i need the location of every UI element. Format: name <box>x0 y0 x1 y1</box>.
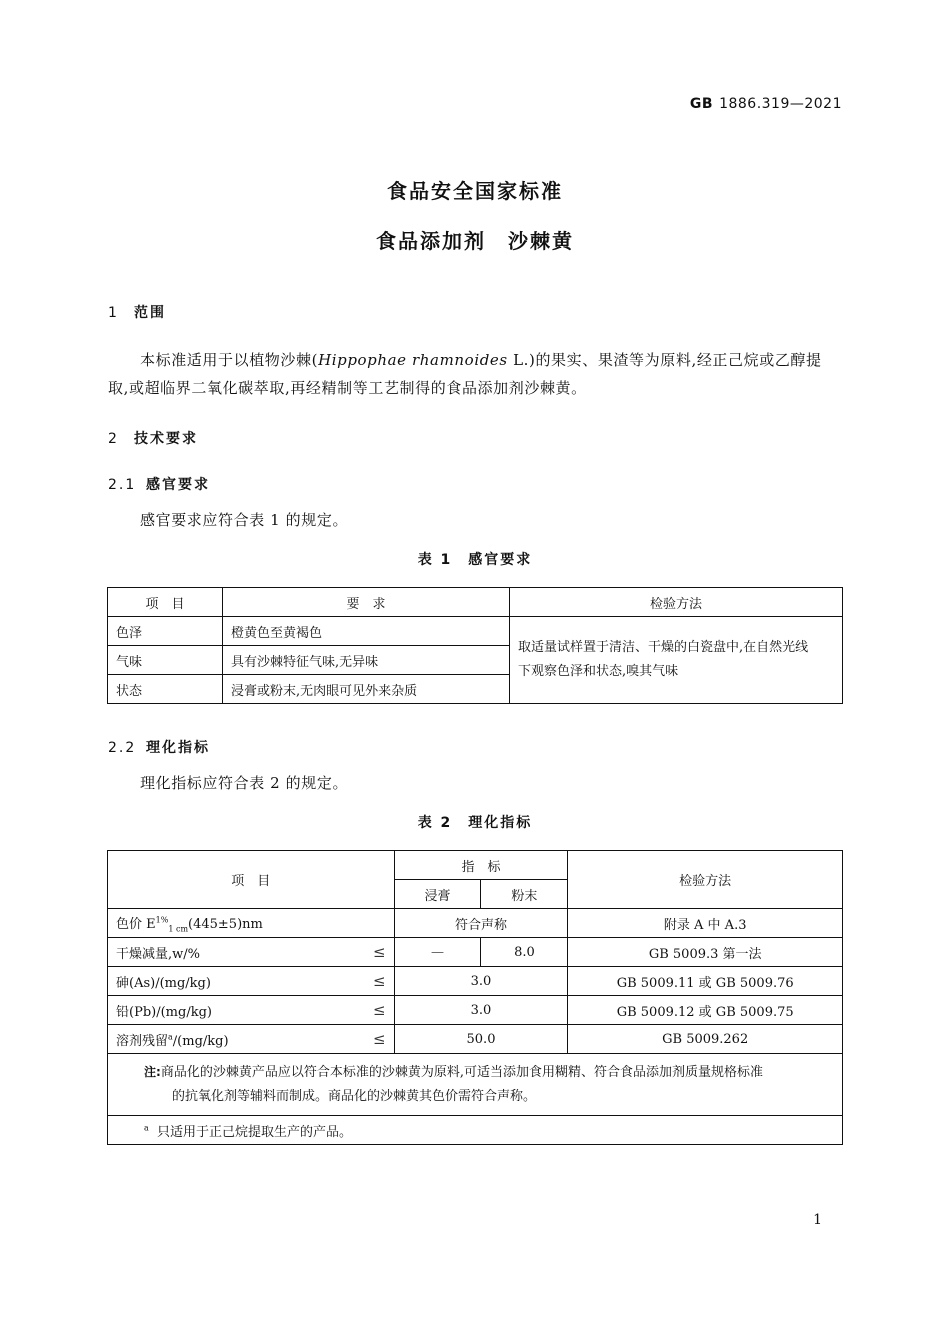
page-number: 1 <box>813 1212 822 1228</box>
scope-text-b: L.)的果实、果渣等为原料,经正己烷或乙醇提 <box>507 351 822 369</box>
section-2-1-number: 2.1 <box>108 477 137 493</box>
section-2-heading <box>108 428 198 448</box>
solvent-residue-unit: /(mg/kg) <box>172 1033 229 1049</box>
document-title: 食品安全国家标准 <box>387 179 563 203</box>
document-subtitle: 食品添加剂 沙棘黄 <box>376 229 574 253</box>
table-2-method: GB 5009.11 或 GB 5009.76 <box>568 967 843 996</box>
table-1-requirement: 具有沙棘特征气味,无异味 <box>223 646 510 675</box>
le-sign: ≤ <box>373 1000 386 1019</box>
note-line1: 商品化的沙棘黄产品应以符合本标准的沙棘黄为原料,可适当添加食用糊精、符合食品添加剂质量规格标准 <box>160 1065 763 1080</box>
standard-code-number: 1886.319—2021 <box>719 96 842 112</box>
table-2-header-index: 指 标 <box>394 851 568 880</box>
color-value-wavelength: (445±5)nm <box>188 916 263 932</box>
table-1-caption: 表 1 感官要求 <box>417 552 533 568</box>
table-1-method-line1: 取适量试样置于清洁、干燥的白瓷盘中,在自然光线 <box>518 640 809 655</box>
table-2-method: GB 5009.3 第一法 <box>568 938 843 967</box>
table-2-header-powder: 粉末 <box>481 880 568 909</box>
table-2-item-color-value <box>108 909 395 938</box>
table-1 <box>107 587 843 704</box>
table-row <box>108 967 843 996</box>
section-1-number: 1 <box>108 305 119 321</box>
table-1-header-requirement: 要 求 <box>223 588 510 617</box>
table-2-header-row <box>108 851 843 880</box>
table-2-item-solvent-residue <box>108 1025 395 1054</box>
table-1-method-line2: 下观察色泽和状态,嗅其气味 <box>518 664 679 679</box>
table-1-header-method: 检验方法 <box>510 588 843 617</box>
section-2-1-paragraph: 感官要求应符合表 1 的规定。 <box>140 511 349 529</box>
standard-code <box>690 96 842 112</box>
table-2-value-powder: 8.0 <box>481 938 568 967</box>
table-1-item: 气味 <box>108 646 223 675</box>
table-1-item: 状态 <box>108 675 223 704</box>
table-2-value-paste: — <box>394 938 481 967</box>
table-2-footnote-row <box>108 1116 843 1145</box>
table-1-item: 色泽 <box>108 617 223 646</box>
scope-text-line2: 取,或超临界二氧化碳萃取,再经精制等工艺制得的食品添加剂沙棘黄。 <box>108 379 587 397</box>
color-value-label: 色价 E <box>116 916 156 932</box>
section-2-2-paragraph: 理化指标应符合表 2 的规定。 <box>140 774 349 792</box>
le-sign: ≤ <box>373 1029 386 1048</box>
le-sign: ≤ <box>373 942 386 961</box>
table-row <box>108 1025 843 1054</box>
footnote-mark: a <box>144 1123 149 1133</box>
section-2-1-title: 感官要求 <box>146 477 210 493</box>
table-2-method: 附录 A 中 A.3 <box>568 909 843 938</box>
section-2-1-heading <box>108 474 210 494</box>
note-line2: 的抗氧化剂等辅料而制成。商品化的沙棘黄其色价需符合声称。 <box>172 1089 537 1104</box>
table-2-item-arsenic <box>108 967 395 996</box>
table-2-item-loss-on-drying <box>108 938 395 967</box>
table-1-header-row <box>108 588 843 617</box>
table-2-item-lead <box>108 996 395 1025</box>
table-2-header-method: 检验方法 <box>568 851 843 909</box>
section-2-2-title: 理化指标 <box>146 740 210 756</box>
table-2-value: 符合声称 <box>394 909 568 938</box>
table-2-value: 50.0 <box>394 1025 568 1054</box>
table-row <box>108 909 843 938</box>
table-2-method: GB 5009.12 或 GB 5009.75 <box>568 996 843 1025</box>
section-2-number: 2 <box>108 431 119 447</box>
footnote-text: 只适用于正己烷提取生产的产品。 <box>157 1124 353 1140</box>
section-2-title: 技术要求 <box>134 431 198 447</box>
section-1-paragraph <box>108 346 848 402</box>
table-2-value: 3.0 <box>394 996 568 1025</box>
table-2-item-text: 干燥减量,w/% <box>116 946 200 962</box>
table-2-header-paste: 浸膏 <box>394 880 481 909</box>
table-2-item-text: 铅(Pb)/(mg/kg) <box>116 1004 212 1020</box>
table-1-header-item: 项 目 <box>108 588 223 617</box>
section-2-2-number: 2.2 <box>108 740 137 756</box>
table-2-caption: 表 2 理化指标 <box>417 815 533 831</box>
table-2 <box>107 850 843 1145</box>
color-value-sup: 1% <box>155 915 169 925</box>
scope-text-a: 本标准适用于以植物沙棘( <box>140 351 319 369</box>
standard-code-prefix: GB <box>689 96 714 112</box>
note-label: 注: <box>144 1065 161 1079</box>
table-1-requirement: 橙黄色至黄褐色 <box>223 617 510 646</box>
table-2-note <box>108 1054 843 1116</box>
table-row <box>108 617 843 646</box>
color-value-sub: 1 cm <box>168 924 189 934</box>
table-2-footnote <box>108 1116 843 1145</box>
table-row <box>108 938 843 967</box>
table-2-note-row <box>108 1054 843 1116</box>
scope-latin-name: Hippophae rhamnoides <box>318 351 508 369</box>
table-2-value: 3.0 <box>394 967 568 996</box>
section-1-title: 范围 <box>134 305 166 321</box>
table-1-method <box>510 617 843 704</box>
table-row <box>108 996 843 1025</box>
footnote-mark: a <box>168 1032 173 1042</box>
section-2-2-heading <box>108 737 210 757</box>
section-1-heading <box>108 302 166 322</box>
le-sign: ≤ <box>373 971 386 990</box>
table-2-item-text: 砷(As)/(mg/kg) <box>116 975 211 991</box>
table-2-method: GB 5009.262 <box>568 1025 843 1054</box>
solvent-residue-label: 溶剂残留 <box>116 1033 169 1049</box>
table-1-requirement: 浸膏或粉末,无肉眼可见外来杂质 <box>223 675 510 704</box>
table-2-header-item: 项 目 <box>108 851 395 909</box>
